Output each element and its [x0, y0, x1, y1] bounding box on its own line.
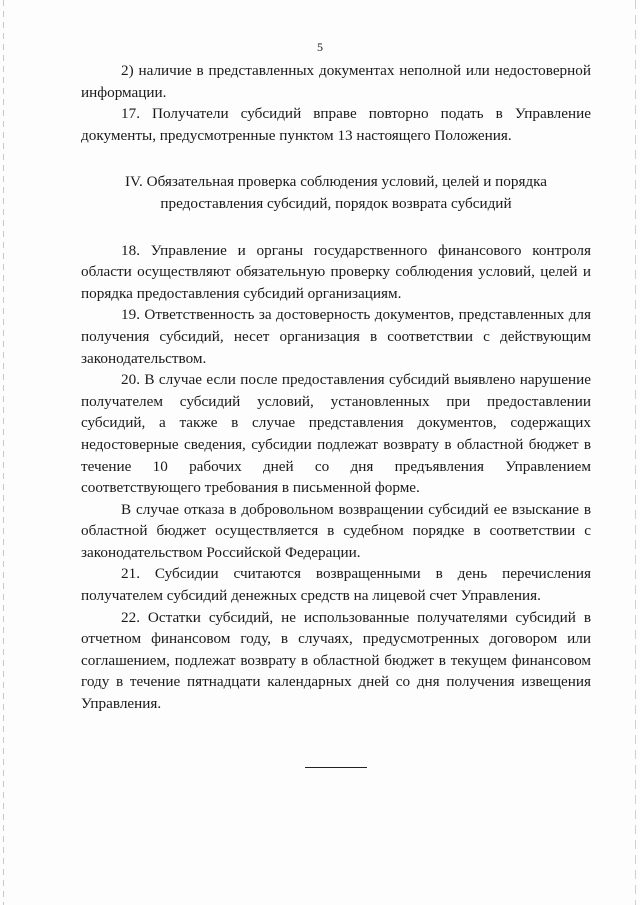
section-heading: IV. Обязательная проверка соблюдения условий, целей и порядка предоставления субсидий, порядок возврата субсидий — [124, 173, 548, 212]
paragraph-18: 18. Управление и органы государственного финансового контроля области осуществляют обязательную проверку соблюдения условий, целей и порядка предоставления субсидий организациям. — [81, 241, 591, 302]
paragraph-22: 22. Остатки субсидий, не использованные получателями субсидий в отчетном финансовом году, в случаях, предусмотренных договором или соглашением, подлежат возврату в областной бюджет в текущем финансовом году в течение пятнадцати календарных дней со дня получения извещения Управления. — [81, 608, 591, 713]
paragraph-21: 21. Субсидии считаются возвращенными в день перечисления получателем субсидий денежных средств на лицевой счет Управления. — [81, 565, 591, 605]
paragraph-20: 20. В случае если после предоставления субсидий выявлено нарушение получателем субсидий условий, установленных при предоставлении субсидий, а также в случае представления документов, содержащих недостоверные сведения, субсидии подлежат возврату в областной бюджет в течение 10 рабочих дней со дня предъявления Управлением соответствующего требования в письменной форме. — [81, 371, 591, 497]
paragraph-item-2: 2) наличие в представленных документах неполной или недостоверной информации. — [81, 62, 591, 101]
paragraph-17: 17. Получатели субсидий вправе повторно подать в Управление документы, предусмотренные пунктом 13 настоящего Положения. — [81, 105, 591, 144]
paragraph-19: 19. Ответственность за достоверность документов, представленных для получения субсидий, несет организация в соответствии с действующим законодательством. — [81, 306, 591, 367]
scan-edge-left — [3, 0, 4, 905]
paragraph-20-continued: В случае отказа в добровольном возвращении субсидий ее взыскание в областной бюджет осуществляется в судебном порядке в соответствии с законодательством Российской Федерации. — [81, 500, 591, 561]
scan-edge-right — [635, 0, 636, 905]
page-number: 5 — [317, 40, 323, 54]
end-divider-line — [305, 767, 367, 768]
document-body — [81, 60, 591, 715]
